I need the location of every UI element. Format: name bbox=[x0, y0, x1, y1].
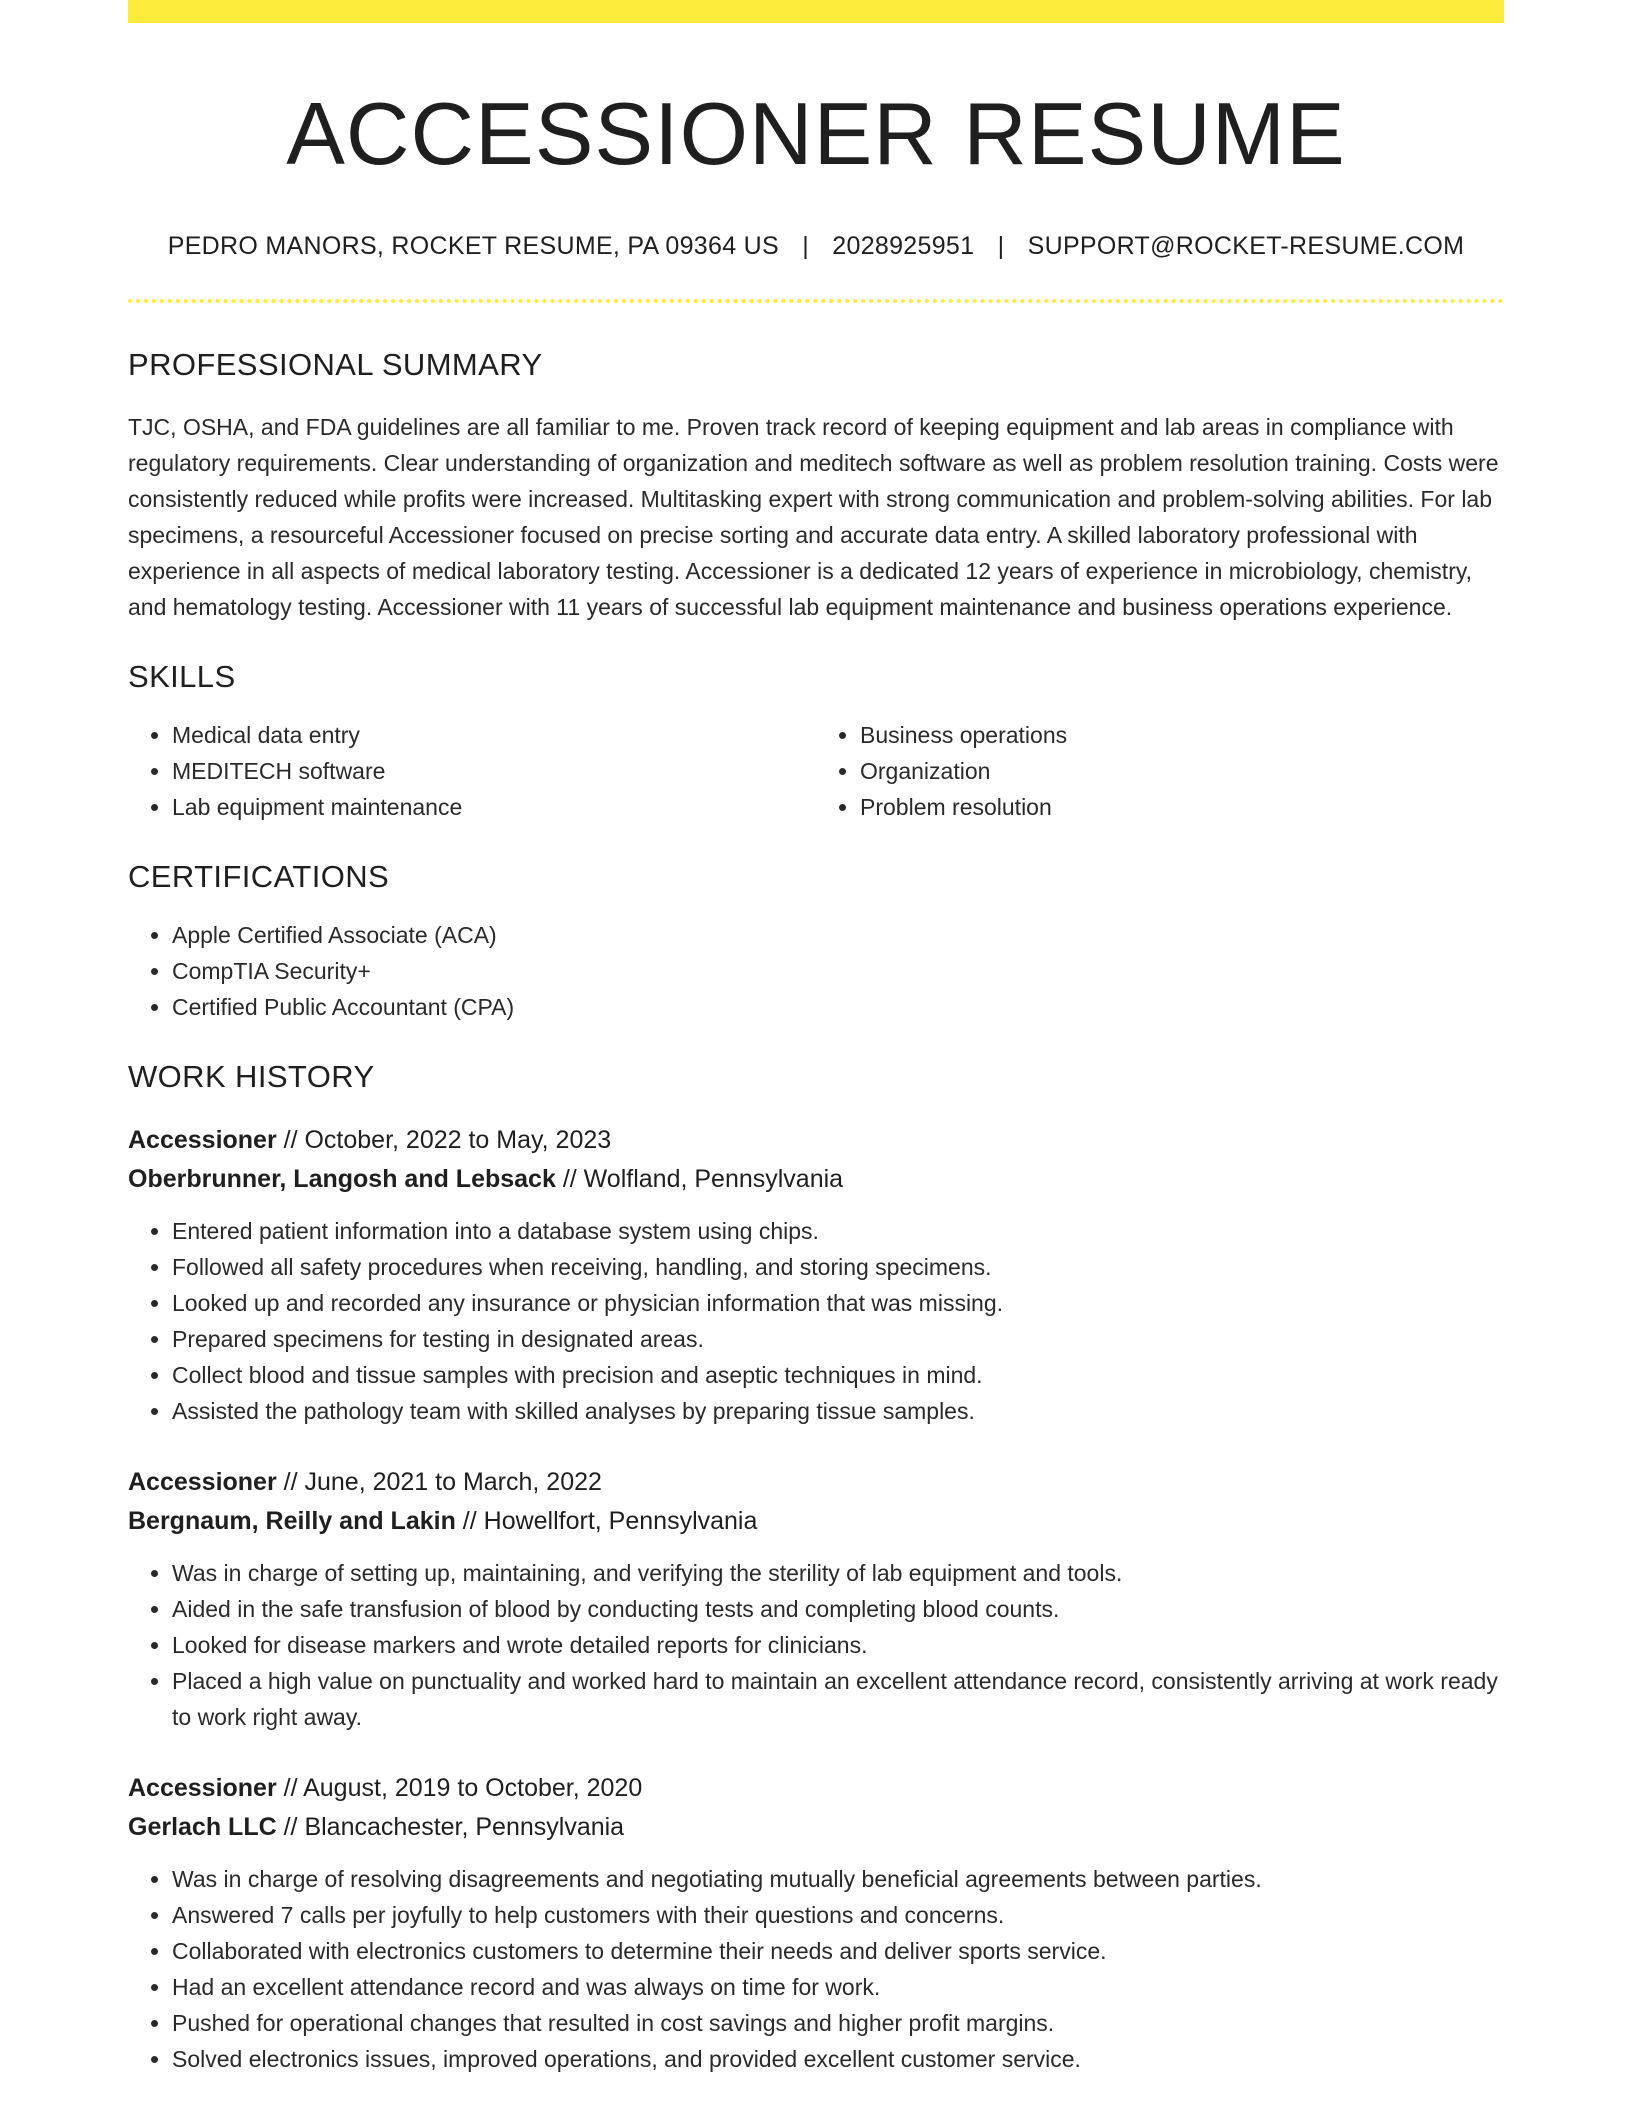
job-bullet: • Answered 7 calls per joyfully to help customers with their questions and concerns. bbox=[172, 1897, 1504, 1933]
job-bullet: • Collaborated with electronics customers to determine their needs and deliver sports service. bbox=[172, 1933, 1504, 1969]
certifications-list bbox=[128, 917, 1504, 1025]
skill-item: • Business operations bbox=[860, 717, 1504, 753]
job-bullet: • Was in charge of resolving disagreements and negotiating mutually beneficial agreements between parties. bbox=[172, 1861, 1504, 1897]
resume-page bbox=[128, 0, 1504, 2077]
job-bullets bbox=[128, 1555, 1504, 1735]
job-bullet: • Was in charge of setting up, maintaining, and verifying the sterility of lab equipment and tools. bbox=[172, 1555, 1504, 1591]
skill-item: • Problem resolution bbox=[860, 789, 1504, 825]
job-entry bbox=[128, 1121, 1504, 1429]
summary-text: TJC, OSHA, and FDA guidelines are all familiar to me. Proven track record of keeping equipment and lab areas in compliance with regulatory requirements. Clear understanding of organization and meditech software as well as problem resolution training. Costs were consistently reduced while profits were increased. Multitasking expert with strong communication and problem-solving abilities. For lab specimens, a resourceful Accessioner focused on precise sorting and accurate data entry. A skilled laboratory professional with experience in all aspects of medical laboratory testing. Accessioner is a dedicated 12 years of experience in microbiology, chemistry, and hematology testing. Accessioner with 11 years of successful lab equipment maintenance and business operations experience. bbox=[128, 414, 1499, 621]
job-bullets bbox=[128, 1861, 1504, 2077]
skills-heading: SKILLS bbox=[128, 659, 236, 695]
job-bullet: • Solved electronics issues, improved operations, and provided excellent customer service. bbox=[172, 2041, 1504, 2077]
skill-item: • MEDITECH software bbox=[172, 753, 816, 789]
skills-column-left bbox=[128, 717, 816, 825]
job-entry bbox=[128, 1463, 1504, 1735]
contact-line bbox=[128, 232, 1504, 261]
job-company-line bbox=[128, 1502, 1504, 1541]
job-company: Gerlach LLC bbox=[128, 1813, 277, 1842]
job-company: Bergnaum, Reilly and Lakin bbox=[128, 1507, 456, 1536]
job-role: Accessioner bbox=[128, 1774, 277, 1803]
job-title-line bbox=[128, 1769, 1504, 1808]
job-bullet: • Placed a high value on punctuality and worked hard to maintain an excellent attendance record, consistently arriving at work ready to work right away. bbox=[172, 1663, 1504, 1735]
contact-phone: 2028925951 bbox=[832, 232, 975, 261]
job-role: Accessioner bbox=[128, 1126, 277, 1155]
job-location: // Wolfland, Pennsylvania bbox=[555, 1165, 844, 1194]
job-company: Oberbrunner, Langosh and Lebsack bbox=[128, 1165, 556, 1194]
job-bullet: • Entered patient information into a database system using chips. bbox=[172, 1213, 1504, 1249]
skill-item: • Organization bbox=[860, 753, 1504, 789]
job-location: // Howellfort, Pennsylvania bbox=[455, 1507, 758, 1536]
job-bullet: • Had an excellent attendance record and was always on time for work. bbox=[172, 1969, 1504, 2005]
job-bullet: • Aided in the safe transfusion of blood by conducting tests and completing blood counts. bbox=[172, 1591, 1504, 1627]
job-bullet: • Collect blood and tissue samples with precision and aseptic techniques in mind. bbox=[172, 1357, 1504, 1393]
skill-item: • Lab equipment maintenance bbox=[172, 789, 816, 825]
job-bullet: • Followed all safety procedures when receiving, handling, and storing specimens. bbox=[172, 1249, 1504, 1285]
skills-column-right bbox=[816, 717, 1504, 825]
job-title-line bbox=[128, 1463, 1504, 1502]
dotted-divider bbox=[128, 299, 1504, 303]
work-history-heading: WORK HISTORY bbox=[128, 1059, 375, 1095]
job-entry bbox=[128, 1769, 1504, 2077]
contact-email: SUPPORT@ROCKET-RESUME.COM bbox=[1027, 232, 1465, 261]
skill-item: • Medical data entry bbox=[172, 717, 816, 753]
certification-item: • Apple Certified Associate (ACA) bbox=[172, 917, 1504, 953]
contact-separator: | bbox=[997, 232, 1005, 261]
job-role: Accessioner bbox=[128, 1468, 277, 1497]
certifications-heading: CERTIFICATIONS bbox=[128, 859, 390, 895]
job-dates: // June, 2021 to March, 2022 bbox=[276, 1468, 602, 1497]
job-bullet: • Assisted the pathology team with skilled analyses by preparing tissue samples. bbox=[172, 1393, 1504, 1429]
job-company-line bbox=[128, 1808, 1504, 1847]
contact-address: PEDRO MANORS, ROCKET RESUME, PA 09364 US bbox=[167, 232, 779, 261]
job-bullets bbox=[128, 1213, 1504, 1429]
job-bullet: • Looked for disease markers and wrote detailed reports for clinicians. bbox=[172, 1627, 1504, 1663]
job-dates: // October, 2022 to May, 2023 bbox=[276, 1126, 612, 1155]
summary-heading: PROFESSIONAL SUMMARY bbox=[128, 347, 543, 383]
job-bullet: • Pushed for operational changes that resulted in cost savings and higher profit margins. bbox=[172, 2005, 1504, 2041]
contact-separator: | bbox=[802, 232, 810, 261]
job-location: // Blancachester, Pennsylvania bbox=[276, 1813, 625, 1842]
job-bullet: • Prepared specimens for testing in designated areas. bbox=[172, 1321, 1504, 1357]
top-accent-bar bbox=[128, 0, 1504, 23]
job-bullet: • Looked up and recorded any insurance or physician information that was missing. bbox=[172, 1285, 1504, 1321]
skills-list bbox=[128, 717, 1504, 825]
job-title-line bbox=[128, 1121, 1504, 1160]
job-company-line bbox=[128, 1160, 1504, 1199]
resume-title: ACCESSIONER RESUME bbox=[286, 84, 1346, 183]
certification-item: • CompTIA Security+ bbox=[172, 953, 1504, 989]
certification-item: • Certified Public Accountant (CPA) bbox=[172, 989, 1504, 1025]
job-dates: // August, 2019 to October, 2020 bbox=[276, 1774, 643, 1803]
